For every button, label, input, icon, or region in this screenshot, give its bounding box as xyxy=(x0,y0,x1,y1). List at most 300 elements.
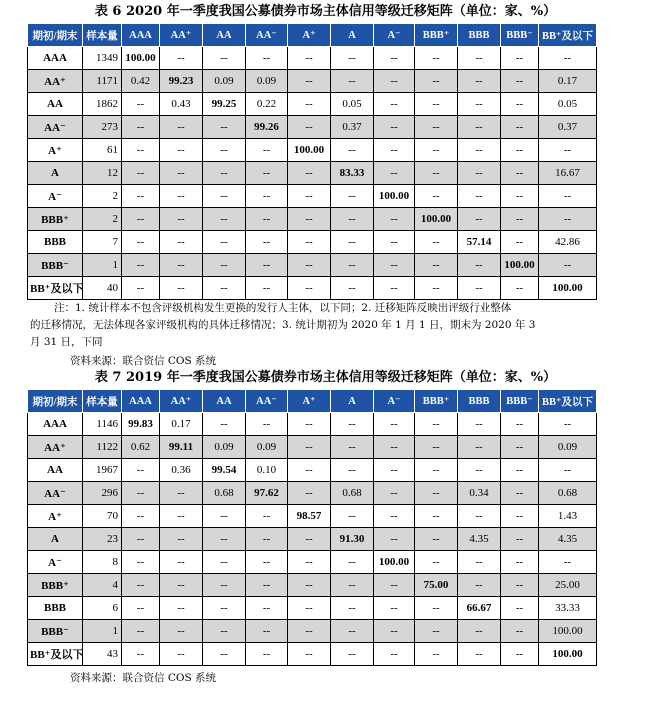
migration-cell: -- xyxy=(458,139,501,162)
migration-cell: -- xyxy=(122,505,160,528)
migration-cell: -- xyxy=(374,93,415,116)
migration-cell: -- xyxy=(331,208,374,231)
migration-cell: -- xyxy=(501,70,539,93)
migration-cell: -- xyxy=(288,597,331,620)
row-label: A⁻ xyxy=(28,551,83,574)
migration-cell: -- xyxy=(458,162,501,185)
migration-cell: -- xyxy=(501,208,539,231)
row-label: AA⁻ xyxy=(28,482,83,505)
migration-cell: -- xyxy=(288,620,331,643)
migration-cell: -- xyxy=(374,208,415,231)
migration-cell: -- xyxy=(501,231,539,254)
migration-cell: -- xyxy=(501,277,539,300)
migration-cell: -- xyxy=(415,116,458,139)
migration-cell: -- xyxy=(160,620,203,643)
migration-cell: -- xyxy=(288,482,331,505)
migration-cell: -- xyxy=(122,620,160,643)
table-row xyxy=(28,185,597,208)
migration-cell: 0.17 xyxy=(539,70,597,93)
migration-cell: -- xyxy=(501,185,539,208)
migration-cell: -- xyxy=(288,574,331,597)
migration-cell: -- xyxy=(203,643,246,666)
migration-cell: 25.00 xyxy=(539,574,597,597)
migration-cell: -- xyxy=(160,162,203,185)
migration-cell: -- xyxy=(331,620,374,643)
migration-cell: -- xyxy=(246,208,288,231)
migration-cell: 100.00 xyxy=(539,643,597,666)
sample-size-cell: 2 xyxy=(83,208,122,231)
sample-size-cell: 1862 xyxy=(83,93,122,116)
migration-cell: -- xyxy=(415,436,458,459)
table6-matrix xyxy=(27,23,597,300)
sample-size-cell: 70 xyxy=(83,505,122,528)
sample-size-cell: 4 xyxy=(83,574,122,597)
migration-cell: -- xyxy=(458,436,501,459)
migration-cell: -- xyxy=(203,47,246,70)
migration-cell: -- xyxy=(203,162,246,185)
migration-cell: -- xyxy=(415,254,458,277)
migration-cell: -- xyxy=(374,413,415,436)
table-row xyxy=(28,254,597,277)
column-header: BBB⁺ xyxy=(415,24,458,47)
note-line-1: 注：1. 统计样本不包含评级机构发生更换的发行人主体，以下同；2. 迁移矩阵反映出评级行业整体 xyxy=(54,302,512,314)
migration-cell: -- xyxy=(331,413,374,436)
migration-cell: 4.35 xyxy=(458,528,501,551)
row-label: BB⁺及以下 xyxy=(28,277,83,300)
sample-size-cell: 1 xyxy=(83,620,122,643)
migration-cell: 1.43 xyxy=(539,505,597,528)
migration-cell: -- xyxy=(501,47,539,70)
migration-cell: -- xyxy=(331,459,374,482)
table6-header-row xyxy=(28,24,597,47)
migration-cell: -- xyxy=(288,551,331,574)
migration-cell: 0.10 xyxy=(246,459,288,482)
row-label: BBB⁻ xyxy=(28,620,83,643)
migration-cell: -- xyxy=(203,139,246,162)
migration-cell: -- xyxy=(374,254,415,277)
row-label: A⁻ xyxy=(28,185,83,208)
row-label: AA⁻ xyxy=(28,116,83,139)
migration-cell: -- xyxy=(501,116,539,139)
sample-size-cell: 1122 xyxy=(83,436,122,459)
column-header: A xyxy=(331,24,374,47)
migration-cell: -- xyxy=(501,597,539,620)
migration-cell: -- xyxy=(331,574,374,597)
column-header: A⁺ xyxy=(288,24,331,47)
migration-cell: -- xyxy=(331,277,374,300)
sample-size-cell: 1967 xyxy=(83,459,122,482)
migration-cell: -- xyxy=(501,505,539,528)
migration-cell: -- xyxy=(501,574,539,597)
migration-cell: -- xyxy=(374,620,415,643)
migration-cell: -- xyxy=(415,70,458,93)
table7-caption: 表 7 2019 年一季度我国公募债券市场主体信用等级迁移矩阵（单位：家、%） xyxy=(94,370,557,385)
migration-cell: -- xyxy=(539,459,597,482)
sample-size-cell: 40 xyxy=(83,277,122,300)
migration-cell: -- xyxy=(501,459,539,482)
migration-cell: -- xyxy=(288,413,331,436)
table6-caption: 表 6 2020 年一季度我国公募债券市场主体信用等级迁移矩阵（单位：家、%） xyxy=(94,4,557,19)
table-row xyxy=(28,436,597,459)
table-row xyxy=(28,47,597,70)
migration-cell: -- xyxy=(501,551,539,574)
table-row xyxy=(28,139,597,162)
migration-cell: -- xyxy=(203,413,246,436)
row-label: A⁺ xyxy=(28,505,83,528)
column-header: A⁻ xyxy=(374,390,415,413)
migration-cell: -- xyxy=(374,162,415,185)
column-header: AA⁻ xyxy=(246,24,288,47)
row-label: AAA xyxy=(28,47,83,70)
migration-cell: -- xyxy=(246,574,288,597)
column-header: BB⁺及以下 xyxy=(539,24,597,47)
migration-cell: 99.83 xyxy=(122,413,160,436)
migration-cell: -- xyxy=(458,643,501,666)
sample-size-cell: 1349 xyxy=(83,47,122,70)
row-label: A xyxy=(28,528,83,551)
migration-cell: 66.67 xyxy=(458,597,501,620)
migration-cell: -- xyxy=(288,47,331,70)
migration-cell: 99.26 xyxy=(246,116,288,139)
migration-cell: -- xyxy=(288,254,331,277)
migration-cell: 91.30 xyxy=(331,528,374,551)
migration-cell: -- xyxy=(501,413,539,436)
row-label: BBB⁺ xyxy=(28,574,83,597)
migration-cell: -- xyxy=(246,643,288,666)
migration-cell: -- xyxy=(374,574,415,597)
migration-cell: -- xyxy=(331,47,374,70)
table-row xyxy=(28,413,597,436)
migration-cell: 100.00 xyxy=(374,185,415,208)
migration-cell: -- xyxy=(415,643,458,666)
migration-cell: 83.33 xyxy=(331,162,374,185)
migration-cell: 100.00 xyxy=(501,254,539,277)
migration-cell: -- xyxy=(415,185,458,208)
column-header: A⁺ xyxy=(288,390,331,413)
migration-cell: -- xyxy=(501,162,539,185)
migration-cell: -- xyxy=(374,47,415,70)
column-header: AA xyxy=(203,390,246,413)
migration-cell: -- xyxy=(415,162,458,185)
migration-cell: -- xyxy=(288,277,331,300)
migration-cell: -- xyxy=(458,93,501,116)
migration-cell: 0.09 xyxy=(539,436,597,459)
migration-cell: -- xyxy=(122,162,160,185)
migration-cell: -- xyxy=(458,70,501,93)
row-label: BBB⁻ xyxy=(28,254,83,277)
migration-cell: -- xyxy=(331,70,374,93)
migration-cell: 0.68 xyxy=(539,482,597,505)
migration-cell: -- xyxy=(415,551,458,574)
migration-cell: -- xyxy=(331,597,374,620)
sample-size-cell: 296 xyxy=(83,482,122,505)
migration-cell: 100.00 xyxy=(539,277,597,300)
migration-cell: -- xyxy=(160,643,203,666)
migration-cell: -- xyxy=(122,574,160,597)
row-label: A⁺ xyxy=(28,139,83,162)
migration-cell: -- xyxy=(415,597,458,620)
migration-cell: -- xyxy=(415,47,458,70)
row-label: AA⁺ xyxy=(28,70,83,93)
migration-cell: -- xyxy=(160,482,203,505)
table7-source: 资料来源：联合资信 COS 系统 xyxy=(70,672,217,684)
migration-cell: -- xyxy=(501,620,539,643)
migration-cell: -- xyxy=(122,528,160,551)
column-header: BBB⁻ xyxy=(501,24,539,47)
migration-cell: -- xyxy=(122,254,160,277)
migration-cell: -- xyxy=(331,185,374,208)
migration-cell: 99.25 xyxy=(203,93,246,116)
migration-cell: -- xyxy=(415,482,458,505)
migration-cell: -- xyxy=(374,643,415,666)
sample-size-cell: 6 xyxy=(83,597,122,620)
migration-cell: 0.68 xyxy=(331,482,374,505)
migration-cell: -- xyxy=(415,413,458,436)
migration-cell: -- xyxy=(122,208,160,231)
migration-cell: 0.37 xyxy=(331,116,374,139)
migration-cell: -- xyxy=(160,574,203,597)
migration-cell: -- xyxy=(160,231,203,254)
migration-cell: 0.36 xyxy=(160,459,203,482)
column-header: AA⁺ xyxy=(160,24,203,47)
migration-cell: -- xyxy=(331,643,374,666)
migration-cell: 0.37 xyxy=(539,116,597,139)
table-row xyxy=(28,620,597,643)
migration-cell: -- xyxy=(458,185,501,208)
migration-cell: -- xyxy=(246,162,288,185)
migration-cell: -- xyxy=(246,551,288,574)
migration-cell: -- xyxy=(288,208,331,231)
sample-size-cell: 1171 xyxy=(83,70,122,93)
migration-cell: 0.09 xyxy=(246,70,288,93)
table-row xyxy=(28,482,597,505)
row-label: BBB xyxy=(28,597,83,620)
column-header: BBB⁻ xyxy=(501,390,539,413)
migration-cell: 42.86 xyxy=(539,231,597,254)
column-header: AA xyxy=(203,24,246,47)
migration-cell: -- xyxy=(415,277,458,300)
migration-cell: -- xyxy=(122,139,160,162)
migration-cell: 0.09 xyxy=(246,436,288,459)
migration-cell: -- xyxy=(331,505,374,528)
migration-cell: -- xyxy=(331,254,374,277)
migration-cell: -- xyxy=(501,482,539,505)
column-header: 期初/期末 xyxy=(28,24,83,47)
table-row xyxy=(28,505,597,528)
migration-cell: 4.35 xyxy=(539,528,597,551)
migration-cell: -- xyxy=(374,277,415,300)
migration-cell: -- xyxy=(374,528,415,551)
migration-cell: 100.00 xyxy=(374,551,415,574)
migration-cell: 100.00 xyxy=(288,139,331,162)
row-label: AA xyxy=(28,459,83,482)
migration-cell: -- xyxy=(539,139,597,162)
table-row xyxy=(28,70,597,93)
migration-cell: -- xyxy=(203,208,246,231)
table-row xyxy=(28,643,597,666)
migration-cell: -- xyxy=(331,139,374,162)
migration-cell: 100.00 xyxy=(539,620,597,643)
migration-cell: -- xyxy=(458,47,501,70)
migration-cell: -- xyxy=(501,436,539,459)
column-header: AAA xyxy=(122,24,160,47)
migration-cell: 0.22 xyxy=(246,93,288,116)
migration-cell: 98.57 xyxy=(288,505,331,528)
migration-cell: -- xyxy=(458,620,501,643)
migration-cell: 99.11 xyxy=(160,436,203,459)
migration-cell: -- xyxy=(246,277,288,300)
migration-cell: -- xyxy=(458,551,501,574)
migration-cell: -- xyxy=(122,185,160,208)
migration-cell: 75.00 xyxy=(415,574,458,597)
migration-cell: -- xyxy=(458,505,501,528)
sample-size-cell: 7 xyxy=(83,231,122,254)
migration-cell: -- xyxy=(288,459,331,482)
table-row xyxy=(28,597,597,620)
row-label: AAA xyxy=(28,413,83,436)
migration-cell: -- xyxy=(160,505,203,528)
migration-cell: -- xyxy=(122,231,160,254)
migration-cell: -- xyxy=(415,620,458,643)
table-row xyxy=(28,93,597,116)
note-line-2: 的迁移情况，无法体现各家评级机构的具体迁移情况；3. 统计期初为 2020 年 1 月 1 日，期末为 2020 年 3 xyxy=(30,319,536,331)
migration-cell: -- xyxy=(501,528,539,551)
migration-cell: -- xyxy=(288,70,331,93)
migration-cell: 0.05 xyxy=(331,93,374,116)
migration-cell: 0.09 xyxy=(203,70,246,93)
migration-cell: -- xyxy=(458,208,501,231)
migration-cell: -- xyxy=(501,643,539,666)
migration-cell: -- xyxy=(160,551,203,574)
migration-cell: -- xyxy=(203,185,246,208)
migration-cell: -- xyxy=(288,436,331,459)
migration-cell: -- xyxy=(246,413,288,436)
migration-cell: 99.54 xyxy=(203,459,246,482)
migration-cell: -- xyxy=(415,505,458,528)
migration-cell: 99.23 xyxy=(160,70,203,93)
column-header: 期初/期末 xyxy=(28,390,83,413)
migration-cell: -- xyxy=(160,47,203,70)
row-label: BB⁺及以下 xyxy=(28,643,83,666)
migration-cell: -- xyxy=(501,93,539,116)
table-row xyxy=(28,162,597,185)
migration-cell: -- xyxy=(246,620,288,643)
table-row xyxy=(28,528,597,551)
sample-size-cell: 12 xyxy=(83,162,122,185)
migration-cell: 97.62 xyxy=(246,482,288,505)
column-header: BBB xyxy=(458,390,501,413)
migration-cell: 0.17 xyxy=(160,413,203,436)
migration-cell: 0.05 xyxy=(539,93,597,116)
sample-size-cell: 273 xyxy=(83,116,122,139)
migration-cell: -- xyxy=(539,185,597,208)
migration-cell: -- xyxy=(288,162,331,185)
migration-cell: 0.09 xyxy=(203,436,246,459)
migration-cell: -- xyxy=(288,528,331,551)
table7-header-row xyxy=(28,390,597,413)
migration-cell: -- xyxy=(458,459,501,482)
migration-cell: -- xyxy=(122,482,160,505)
migration-cell: 0.68 xyxy=(203,482,246,505)
migration-cell: -- xyxy=(539,551,597,574)
migration-cell: -- xyxy=(246,597,288,620)
migration-cell: -- xyxy=(374,597,415,620)
table7-matrix xyxy=(27,389,597,666)
migration-cell: -- xyxy=(203,528,246,551)
migration-cell: -- xyxy=(288,643,331,666)
column-header: BBB xyxy=(458,24,501,47)
migration-cell: -- xyxy=(415,231,458,254)
migration-cell: -- xyxy=(331,231,374,254)
sample-size-cell: 23 xyxy=(83,528,122,551)
migration-cell: -- xyxy=(415,528,458,551)
migration-cell: -- xyxy=(374,459,415,482)
table-row xyxy=(28,551,597,574)
migration-cell: -- xyxy=(288,185,331,208)
migration-cell: 100.00 xyxy=(415,208,458,231)
migration-cell: -- xyxy=(374,70,415,93)
migration-cell: -- xyxy=(246,139,288,162)
sample-size-cell: 1146 xyxy=(83,413,122,436)
migration-cell: -- xyxy=(160,139,203,162)
migration-cell: -- xyxy=(415,93,458,116)
migration-cell: -- xyxy=(160,208,203,231)
table-row xyxy=(28,231,597,254)
row-label: BBB xyxy=(28,231,83,254)
migration-cell: -- xyxy=(458,574,501,597)
migration-cell: -- xyxy=(458,413,501,436)
migration-cell: 100.00 xyxy=(122,47,160,70)
migration-cell: -- xyxy=(374,139,415,162)
migration-cell: -- xyxy=(415,459,458,482)
migration-cell: 0.34 xyxy=(458,482,501,505)
sample-size-cell: 61 xyxy=(83,139,122,162)
migration-cell: 57.14 xyxy=(458,231,501,254)
migration-cell: -- xyxy=(539,47,597,70)
migration-cell: -- xyxy=(203,620,246,643)
column-header: 样本量 xyxy=(83,24,122,47)
migration-cell: -- xyxy=(288,231,331,254)
migration-cell: -- xyxy=(203,231,246,254)
migration-cell: -- xyxy=(288,93,331,116)
sample-size-cell: 43 xyxy=(83,643,122,666)
migration-cell: -- xyxy=(203,254,246,277)
row-label: A xyxy=(28,162,83,185)
migration-cell: 33.33 xyxy=(539,597,597,620)
migration-cell: -- xyxy=(160,277,203,300)
migration-cell: -- xyxy=(122,597,160,620)
migration-cell: -- xyxy=(539,208,597,231)
column-header: AA⁺ xyxy=(160,390,203,413)
migration-cell: -- xyxy=(374,482,415,505)
column-header: BBB⁺ xyxy=(415,390,458,413)
migration-cell: -- xyxy=(374,116,415,139)
table-row xyxy=(28,116,597,139)
migration-cell: -- xyxy=(160,254,203,277)
migration-cell: -- xyxy=(374,436,415,459)
column-header: BB⁺及以下 xyxy=(539,390,597,413)
migration-cell: -- xyxy=(122,643,160,666)
migration-cell: 0.43 xyxy=(160,93,203,116)
migration-cell: -- xyxy=(246,185,288,208)
table-row xyxy=(28,208,597,231)
migration-cell: -- xyxy=(374,505,415,528)
migration-cell: -- xyxy=(160,528,203,551)
migration-cell: -- xyxy=(122,277,160,300)
migration-cell: -- xyxy=(458,277,501,300)
migration-cell: -- xyxy=(415,139,458,162)
row-label: BBB⁺ xyxy=(28,208,83,231)
